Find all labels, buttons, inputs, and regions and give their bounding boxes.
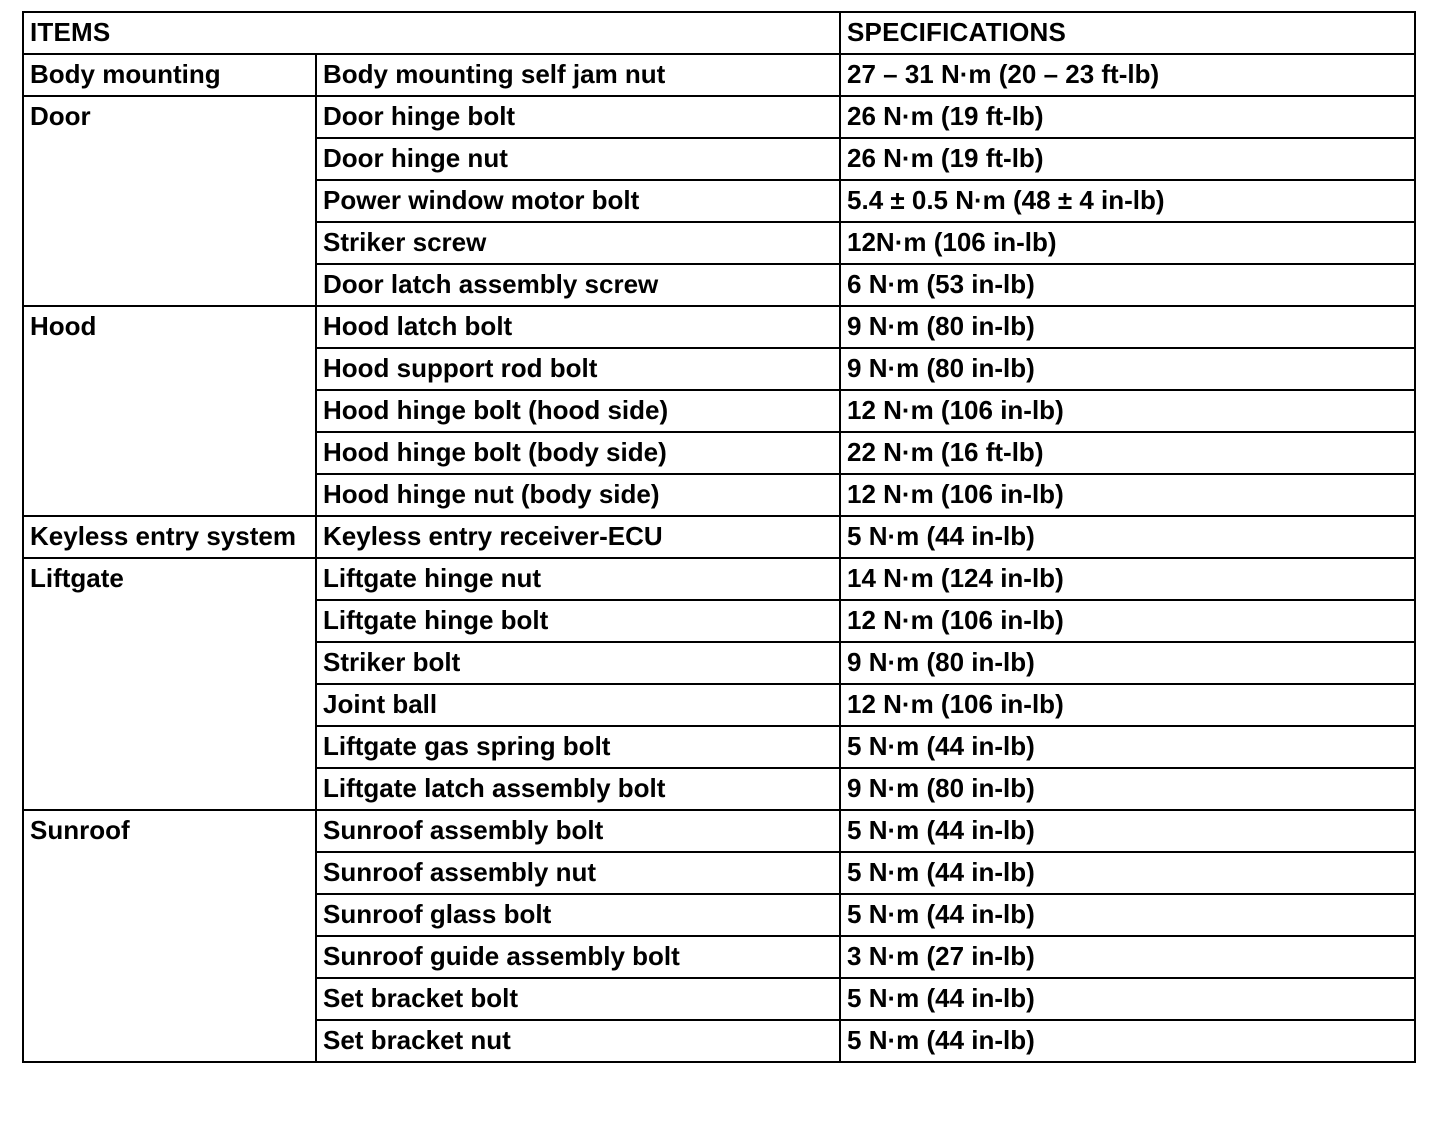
spec-cell: 6 N·m (53 in-lb) — [840, 264, 1415, 306]
item-cell: Striker screw — [316, 222, 840, 264]
item-cell: Hood hinge bolt (hood side) — [316, 390, 840, 432]
category-cell: Hood — [23, 306, 316, 516]
spec-cell: 9 N·m (80 in-lb) — [840, 642, 1415, 684]
item-cell: Set bracket bolt — [316, 978, 840, 1020]
table-row — [23, 516, 1415, 558]
item-cell: Sunroof glass bolt — [316, 894, 840, 936]
table-row — [23, 96, 1415, 138]
spec-cell: 12 N·m (106 in-lb) — [840, 600, 1415, 642]
spec-cell: 12 N·m (106 in-lb) — [840, 684, 1415, 726]
spec-cell: 27 – 31 N·m (20 – 23 ft-lb) — [840, 54, 1415, 96]
spec-cell: 22 N·m (16 ft-lb) — [840, 432, 1415, 474]
item-cell: Door latch assembly screw — [316, 264, 840, 306]
items-header: ITEMS — [23, 12, 840, 54]
torque-spec-table — [22, 11, 1416, 1063]
spec-cell: 12 N·m (106 in-lb) — [840, 390, 1415, 432]
spec-cell: 5 N·m (44 in-lb) — [840, 852, 1415, 894]
table-row — [23, 810, 1415, 852]
category-cell: Sunroof — [23, 810, 316, 1062]
item-cell: Liftgate hinge bolt — [316, 600, 840, 642]
item-cell: Door hinge nut — [316, 138, 840, 180]
spec-cell: 14 N·m (124 in-lb) — [840, 558, 1415, 600]
spec-cell: 12N·m (106 in-lb) — [840, 222, 1415, 264]
item-cell: Hood latch bolt — [316, 306, 840, 348]
spec-cell: 5 N·m (44 in-lb) — [840, 516, 1415, 558]
category-cell: Keyless entry system — [23, 516, 316, 558]
spec-cell: 26 N·m (19 ft-lb) — [840, 138, 1415, 180]
spec-cell: 5 N·m (44 in-lb) — [840, 726, 1415, 768]
category-cell: Body mounting — [23, 54, 316, 96]
item-cell: Sunroof assembly nut — [316, 852, 840, 894]
category-cell: Liftgate — [23, 558, 316, 810]
item-cell: Keyless entry receiver-ECU — [316, 516, 840, 558]
item-cell: Liftgate gas spring bolt — [316, 726, 840, 768]
item-cell: Door hinge bolt — [316, 96, 840, 138]
item-cell: Liftgate hinge nut — [316, 558, 840, 600]
spec-cell: 9 N·m (80 in-lb) — [840, 348, 1415, 390]
spec-cell: 9 N·m (80 in-lb) — [840, 306, 1415, 348]
spec-cell: 26 N·m (19 ft-lb) — [840, 96, 1415, 138]
item-cell: Power window motor bolt — [316, 180, 840, 222]
table-row — [23, 558, 1415, 600]
table-body — [23, 54, 1415, 1062]
spec-cell: 3 N·m (27 in-lb) — [840, 936, 1415, 978]
item-cell: Set bracket nut — [316, 1020, 840, 1062]
table-header-row — [23, 12, 1415, 54]
spec-cell: 5 N·m (44 in-lb) — [840, 1020, 1415, 1062]
item-cell: Sunroof assembly bolt — [316, 810, 840, 852]
table-row — [23, 54, 1415, 96]
item-cell: Body mounting self jam nut — [316, 54, 840, 96]
spec-cell: 9 N·m (80 in-lb) — [840, 768, 1415, 810]
spec-cell: 5 N·m (44 in-lb) — [840, 894, 1415, 936]
specifications-header: SPECIFICATIONS — [840, 12, 1415, 54]
spec-cell: 12 N·m (106 in-lb) — [840, 474, 1415, 516]
item-cell: Hood hinge bolt (body side) — [316, 432, 840, 474]
category-cell: Door — [23, 96, 316, 306]
spec-cell: 5.4 ± 0.5 N·m (48 ± 4 in-lb) — [840, 180, 1415, 222]
item-cell: Hood hinge nut (body side) — [316, 474, 840, 516]
item-cell: Hood support rod bolt — [316, 348, 840, 390]
item-cell: Joint ball — [316, 684, 840, 726]
item-cell: Striker bolt — [316, 642, 840, 684]
spec-cell: 5 N·m (44 in-lb) — [840, 810, 1415, 852]
item-cell: Liftgate latch assembly bolt — [316, 768, 840, 810]
spec-cell: 5 N·m (44 in-lb) — [840, 978, 1415, 1020]
table-row — [23, 306, 1415, 348]
item-cell: Sunroof guide assembly bolt — [316, 936, 840, 978]
